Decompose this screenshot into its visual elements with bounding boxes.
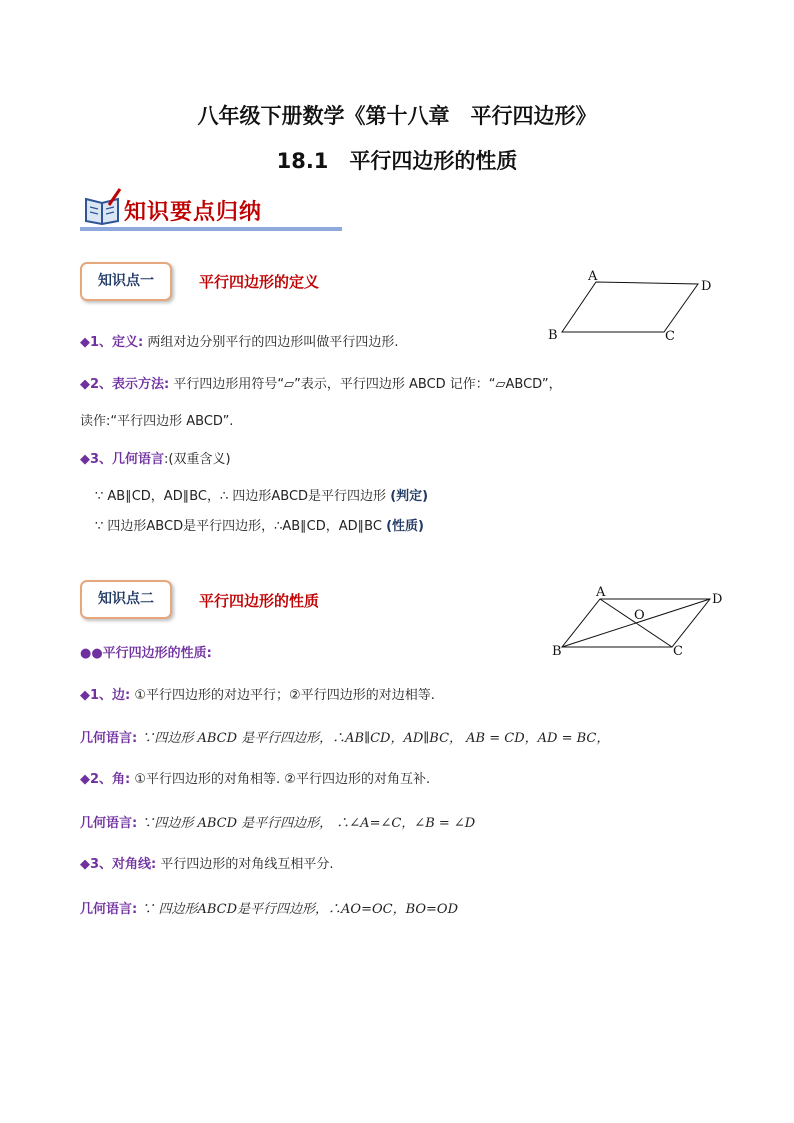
knowledge-point-2-title: 平行四边形的性质 bbox=[199, 592, 320, 610]
angles-geometry-line bbox=[80, 812, 475, 831]
knowledge-point-2-box: 知识点二 bbox=[80, 580, 172, 619]
definition-text: 两组对边分别平行的四边形叫做平行四边形. bbox=[147, 335, 399, 350]
definition-label: ◆1、定义: bbox=[80, 335, 144, 350]
sides-line bbox=[80, 684, 435, 703]
notation-line bbox=[80, 373, 562, 392]
property-tag: (性质) bbox=[386, 519, 424, 534]
geometry-language-label: ◆3、几何语言 bbox=[80, 452, 165, 467]
criterion-tag: (判定) bbox=[390, 489, 429, 504]
diagonals-label: ◆3、对角线: bbox=[80, 857, 157, 872]
banner-underline bbox=[80, 227, 342, 231]
sides-geometry-label: 几何语言: bbox=[80, 731, 138, 746]
notation-label: ◆2、表示方法: bbox=[80, 377, 170, 392]
page-title: 八年级下册数学《第十八章 平行四边形》 bbox=[197, 104, 597, 128]
parallelogram-figure-1 bbox=[540, 270, 720, 346]
parallelogram-figure-2 bbox=[550, 585, 730, 660]
angles-geometry-text: ∵四边形 ABCD 是平行四边形， ∴∠A=∠C，∠B = ∠D bbox=[141, 816, 476, 831]
vertex-label-b: B bbox=[552, 644, 562, 659]
criterion-text: ∵ AB∥CD，AD∥BC，∴ 四边形ABCD是平行四边形 bbox=[95, 489, 387, 504]
sides-label: ◆1、边: bbox=[80, 688, 131, 703]
property-statement bbox=[95, 515, 424, 534]
banner-title: 知识要点归纳 bbox=[124, 199, 263, 225]
knowledge-point-1-title: 平行四边形的定义 bbox=[199, 273, 320, 291]
knowledge-point-1-box: 知识点一 bbox=[80, 262, 172, 301]
vertex-label-d: D bbox=[701, 279, 712, 294]
criterion-statement bbox=[95, 485, 428, 504]
properties-heading: ●●平行四边形的性质: bbox=[80, 646, 212, 661]
sides-text: ①平行四边形的对边平行；②平行四边形的对边相等. bbox=[134, 688, 435, 703]
notation-text: 平行四边形用符号“▱”表示，平行四边形 ABCD 记作：“▱ABCD”， bbox=[173, 377, 562, 392]
angles-text: ①平行四边形的对角相等. ②平行四边形的对角互补. bbox=[134, 772, 431, 787]
knowledge-banner bbox=[80, 187, 342, 235]
geometry-language-note: :(双重含义) bbox=[164, 452, 231, 467]
vertex-label-c: C bbox=[665, 329, 675, 344]
angles-geometry-label: 几何语言: bbox=[80, 816, 138, 831]
vertex-label-c: C bbox=[673, 644, 683, 659]
section-title: 18.1 平行四边形的性质 bbox=[276, 149, 518, 173]
angles-label: ◆2、角: bbox=[80, 772, 131, 787]
sides-geometry-text: ∵四边形 ABCD 是平行四边形，∴AB∥CD，AD∥BC， AB = CD，AD = BC， bbox=[141, 731, 610, 746]
definition-line bbox=[80, 331, 399, 350]
center-label-o: O bbox=[634, 608, 645, 623]
geometry-language-line bbox=[80, 448, 231, 467]
vertex-label-b: B bbox=[548, 328, 558, 343]
vertex-label-a: A bbox=[588, 270, 598, 284]
property-text: ∵ 四边形ABCD是平行四边形，∴AB∥CD，AD∥BC bbox=[95, 519, 382, 534]
diagonals-text: 平行四边形的对角线互相平分. bbox=[160, 857, 334, 872]
vertex-label-d: D bbox=[712, 592, 723, 607]
angles-line bbox=[80, 768, 430, 787]
diagonals-geometry-line bbox=[80, 898, 458, 917]
notation-reading: 读作:“平行四边形 ABCD”. bbox=[80, 414, 234, 429]
diagonals-geometry-text: ∵ 四边形ABCD是平行四边形，∴AO=OC，BO=OD bbox=[141, 902, 458, 917]
diagonals-geometry-label: 几何语言: bbox=[80, 902, 138, 917]
sides-geometry-line bbox=[80, 727, 609, 746]
diagonals-line bbox=[80, 853, 334, 872]
vertex-label-a: A bbox=[596, 585, 606, 600]
book-pen-icon bbox=[82, 187, 122, 225]
